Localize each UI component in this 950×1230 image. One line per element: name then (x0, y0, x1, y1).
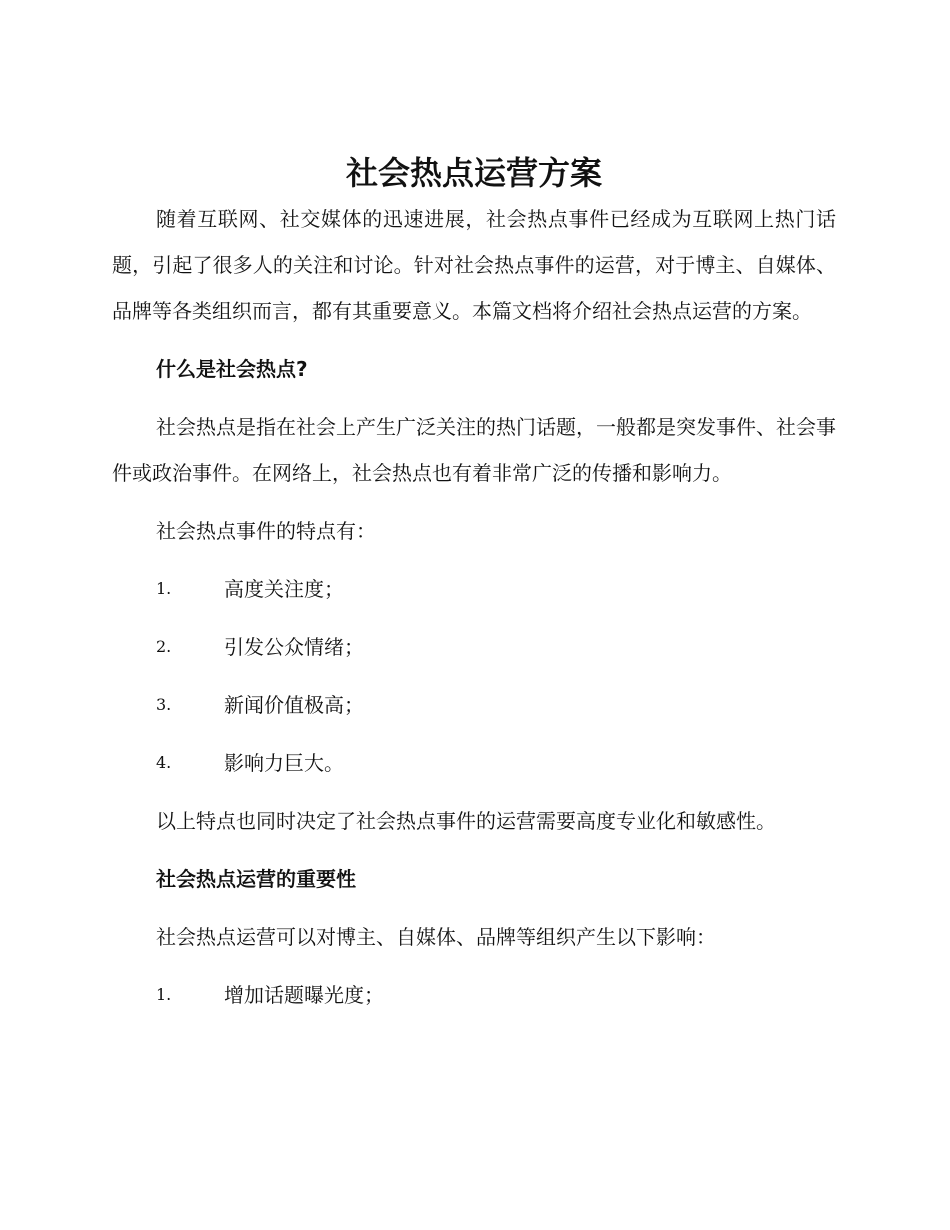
list-item (112, 682, 836, 728)
list-item (112, 740, 836, 786)
list-number: 4. (156, 753, 172, 772)
list-number: 3. (156, 695, 172, 714)
effects-intro: 社会热点运营可以对博主、自媒体、品牌等组织产生以下影响： (156, 925, 716, 949)
definition-paragraph: 社会热点是指在社会上产生广泛关注的热门话题，一般都是突发事件、社会事件或政治事件。在网络上，社会热点也有着非常广泛的传播和影响力。 (112, 415, 836, 485)
list-text: 影响力巨大。 (224, 751, 344, 775)
features-list (112, 566, 836, 786)
list-text: 高度关注度； (224, 577, 344, 601)
features-conclusion: 以上特点也同时决定了社会热点事件的运营需要高度专业化和敏感性。 (156, 809, 776, 833)
list-number: 1. (156, 579, 172, 598)
intro-paragraph: 随着互联网、社交媒体的迅速进展，社会热点事件已经成为互联网上热门话题，引起了很多人的关注和讨论。针对社会热点事件的运营，对于博主、自媒体、品牌等各类组织而言，都有其重要意义。本篇文档将介绍社会热点运营的方案。 (112, 207, 836, 323)
effects-list (112, 972, 836, 1018)
list-item (112, 972, 836, 1018)
list-item (112, 624, 836, 670)
list-number: 1. (156, 985, 172, 1004)
list-number: 2. (156, 637, 172, 656)
section-heading-importance: 社会热点运营的重要性 (156, 867, 356, 891)
list-text: 增加话题曝光度； (224, 983, 384, 1007)
section-heading-what-is: 什么是社会热点? (156, 357, 308, 381)
list-text: 引发公众情绪； (224, 635, 364, 659)
features-intro: 社会热点事件的特点有： (156, 519, 376, 543)
list-item (112, 566, 836, 612)
list-text: 新闻价值极高； (224, 693, 364, 717)
document-title: 社会热点运营方案 (345, 154, 602, 192)
document-content (112, 150, 836, 1018)
